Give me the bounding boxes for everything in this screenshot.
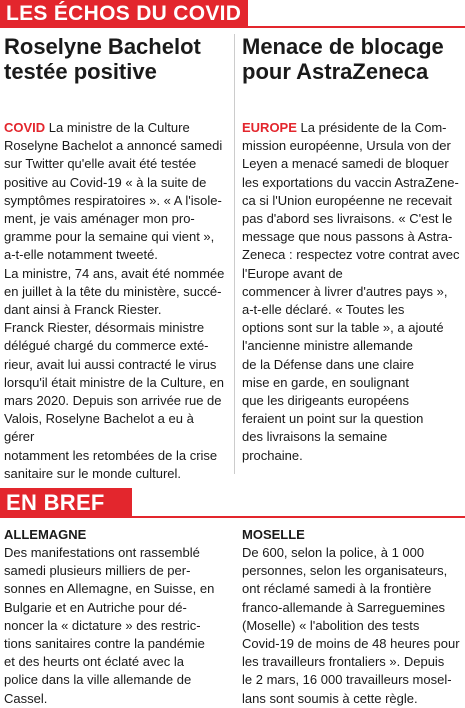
article-text: La ministre de la Culture Roselyne Bachelot a annoncé samedi sur Twitter qu'elle avait été testée positive au Covid-19 « à la suite de symptômes respiratoires ». « A l'isole- ment, je vais aménager mon pro- gramme pour la semaine qui vient », a-t-elle notamment tweeté. La ministre, 74 ans, avait été nommée en juillet à la tête du ministère, succé- dant ainsi à Franck Riester. Franck Riester, désormais ministre délégué chargé du commerce exté- rieur, avait lui aussi contracté le virus lorsqu'il était ministre de la Culture, en mars 2020. Depuis son arrivée rue de Valois, Roselyne Bachelot a eu à gérer notamment les retombées de la crise sanitaire sur le monde culturel.	[4, 120, 225, 481]
article-kicker: COVID	[4, 120, 46, 135]
article-body	[4, 119, 226, 483]
article-bachelot	[4, 34, 226, 483]
article-astrazeneca	[242, 34, 464, 465]
article-body	[242, 119, 464, 465]
section-title: LES ÉCHOS DU COVID	[0, 0, 248, 28]
brief-subhead: MOSELLE	[242, 527, 305, 542]
section-rule	[0, 26, 465, 28]
brief-body: De 600, selon la police, à 1 000 personnes, selon les organisateurs, ont réclamé samedi à la frontière franco-allemande à Sarreguemines (Moselle) « l'abolition des tests Covid-19 de moins de 48 heures pour les travailleurs frontaliers ». Depuis le 2 mars, 16 000 travailleurs mosel- lans sont soumis à cette règle.	[242, 545, 460, 706]
brief-moselle	[242, 527, 464, 708]
brief-body: Des manifestations ont rassemblé samedi plusieurs milliers de per- sonnes en Allemagne, en Suisse, en Bulgarie et en Autriche pour dé- noncer la « dictature » des restric- tions sanitaires contre la pandémie et des heurts ont éclaté avec la police dans la ville allemande de Cassel.	[4, 545, 215, 706]
article-headline: Roselyne Bachelot testée positive	[4, 34, 201, 84]
article-kicker: EUROPE	[242, 120, 297, 135]
column-divider	[234, 34, 235, 474]
brief-allemagne	[4, 527, 226, 708]
brief-section-title: EN BREF	[0, 488, 132, 518]
article-text: La présidente de la Com- mission européenne, Ursula von der Leyen a menacé samedi de bloquer les exportations du vaccin AstraZene- ca si l'Union européenne ne recevait pas d'abord ses livraisons. « C'est le message que nous passons à Astra- Zeneca : respectez votre contrat avec l'Europe avant de commencer à livrer d'autres pays », a-t-elle déclaré. « Toutes les options sont sur la table », a ajouté l'ancienne ministre allemande de la Défense dans une claire mise en garde, en soulignant que les dirigeants européens feraient un point sur la question des livraisons la semaine prochaine.	[242, 120, 460, 463]
brief-subhead: ALLEMAGNE	[4, 527, 87, 542]
article-headline: Menace de blocage pour AstraZeneca	[242, 34, 444, 84]
brief-section-rule	[0, 516, 465, 518]
